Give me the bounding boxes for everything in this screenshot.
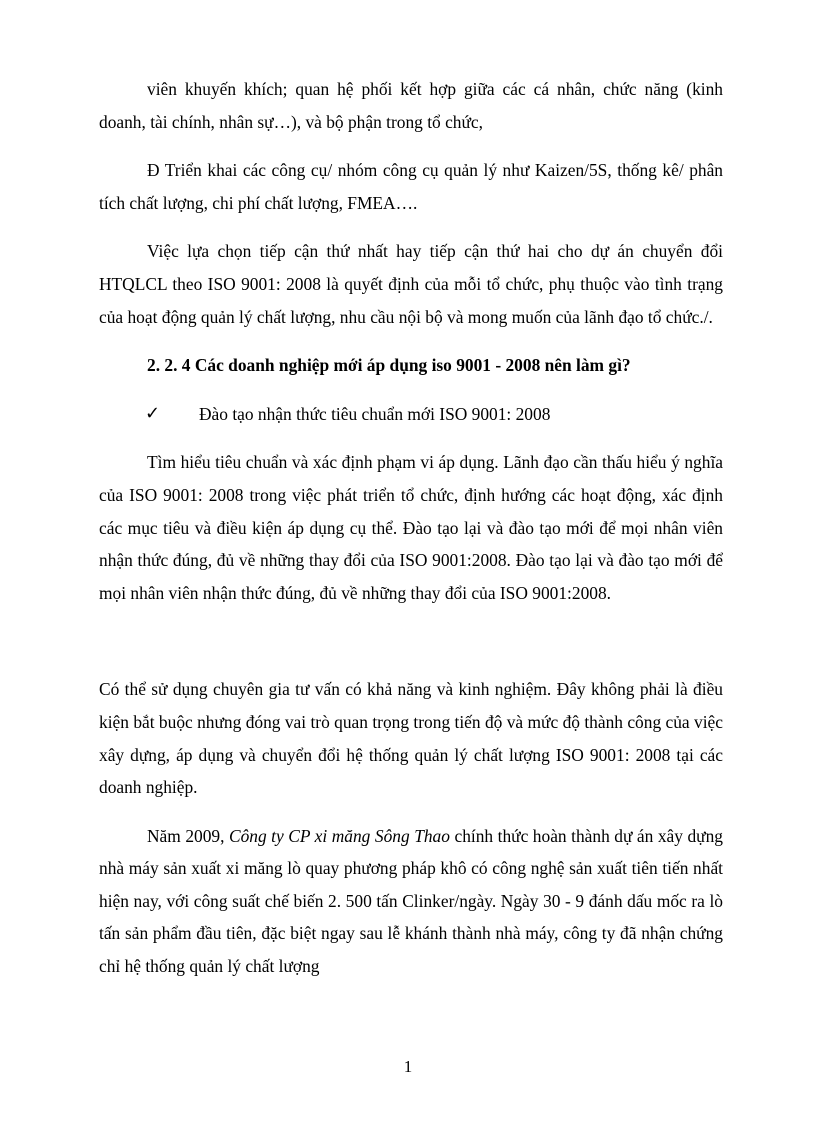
company-example-body: chính thức hoàn thành dự án xây dựng nhà máy sản xuất xi măng lò quay phương pháp khô có công nghệ sản xuất tiên tiến nhất hiện nay, với công suất chế biến 2. 500 tấn Clinker/ngày. Ngày 30 - 9 đánh dấu mốc ra lò tấn sản phẩm đầu tiên, đặc biệt ngay sau lễ khánh thành nhà máy, công ty đã nhận chứng chỉ hệ thống quản lý chất lượng bbox=[99, 825, 723, 977]
paragraph-spacer bbox=[99, 625, 723, 673]
company-name: Công ty CP xi măng Sông Thao bbox=[228, 825, 450, 846]
page-number: 1 bbox=[403, 1057, 413, 1076]
paragraph-employee-coordination: viên khuyến khích; quan hệ phối kết hợp giữa các cá nhân, chức năng (kinh doanh, tài chính, nhân sự…), và bộ phận trong tổ chức, bbox=[99, 79, 723, 132]
paragraph-training: Tìm hiểu tiêu chuẩn và xác định phạm vi áp dụng. Lãnh đạo cần thấu hiểu ý nghĩa của ISO 9001: 2008 trong việc phát triển tổ chức, định hướng các hoạt động, xác định các mục tiêu và điều kiện áp dụng cụ thể. Đào tạo lại và đào tạo mới để mọi nhân viên nhận thức đúng, đủ về những thay đổi của ISO 9001:2008. Đào tạo lại và đào tạo mới để mọi nhân viên nhận thức đúng, đủ về những thay đổi của ISO 9001:2008. bbox=[99, 452, 723, 603]
company-example-lead: Năm 2009, bbox=[147, 825, 229, 846]
check-mark-icon: ✓ bbox=[145, 402, 161, 424]
document-body bbox=[99, 73, 723, 999]
section-heading: 2. 2. 4 Các doanh nghiệp mới áp dụng iso 9001 - 2008 nên làm gì? bbox=[147, 355, 631, 376]
checklist-item bbox=[99, 398, 723, 431]
paragraph-company-example bbox=[99, 820, 723, 983]
paragraph-consultant: Có thể sử dụng chuyên gia tư vấn có khả năng và kinh nghiệm. Đây không phải là điều kiện bắt buộc nhưng đóng vai trò quan trọng trong tiến độ và mức độ thành công của việc xây dựng, áp dụng và chuyển đổi hệ thống quản lý chất lượng ISO 9001: 2008 tại các doanh nghiệp. bbox=[99, 679, 723, 798]
checklist-item-label: Đào tạo nhận thức tiêu chuẩn mới ISO 9001: 2008 bbox=[199, 403, 551, 424]
paragraph-approach-choice: Việc lựa chọn tiếp cận thứ nhất hay tiếp cận thứ hai cho dự án chuyển đổi HTQLCL theo ISO 9001: 2008 là quyết định của mỗi tổ chức, phụ thuộc vào tình trạng của hoạt động quản lý chất lượng, nhu cầu nội bộ và mong muốn của lãnh đạo tổ chức./. bbox=[99, 241, 723, 327]
paragraph-deploy-tools: Đ Triển khai các công cụ/ nhóm công cụ quản lý như Kaizen/5S, thống kê/ phân tích chất lượng, chi phí chất lượng, FMEA…. bbox=[99, 160, 723, 213]
